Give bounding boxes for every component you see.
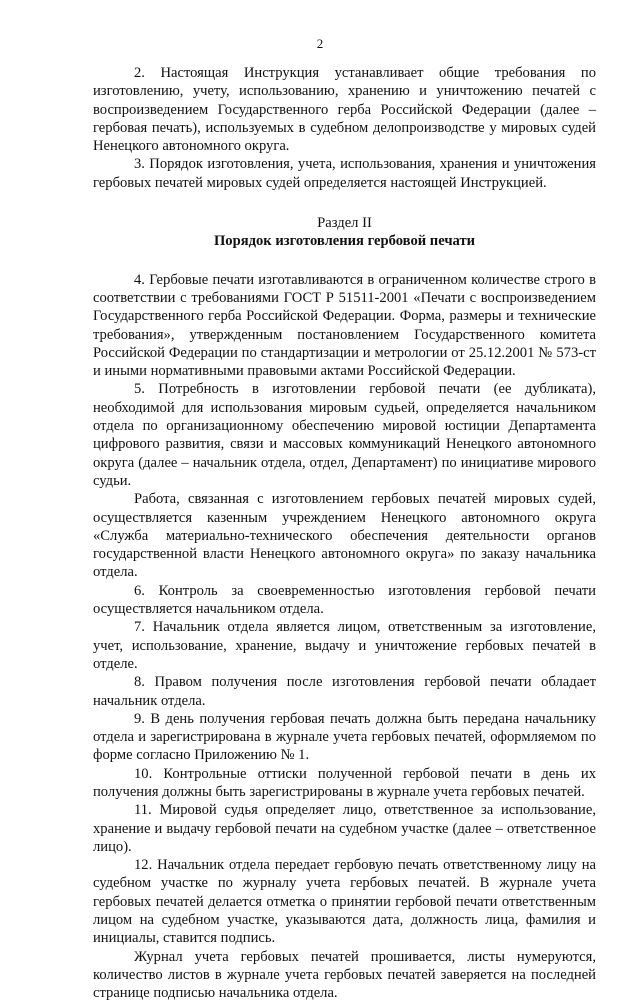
document-body — [93, 64, 596, 1003]
paragraph-11: 11. Мировой судья определяет лицо, ответственное за использование, хранение и выдачу гербовой печати на судебном участке (далее – ответственное лицо). — [93, 802, 596, 855]
paragraph-12: 12. Начальник отдела передает гербовую печать ответственному лицу на судебном участке по журналу учета гербовых печатей. В журнале учета гербовых печатей делается отметка о принятии гербовой печати ответственным лицом на судебном участке, указываются дата, должность лица, фамилия и инициалы, ставится подпись. — [93, 857, 596, 947]
paragraph-2: 2. Настоящая Инструкция устанавливает общие требования по изготовлению, учету, использованию, хранению и уничтожению печатей с воспроизведением Государственного герба Российской Федерации (далее – гербовая печать), используемых в судебном делопроизводстве у мировых судей Ненецкого автономного округа. — [93, 65, 596, 155]
paragraph-9: 9. В день получения гербовая печать должна быть передана начальнику отдела и зарегистрирована в журнале учета гербовых печатей, оформляемом по форме согласно Приложению № 1. — [93, 710, 596, 764]
paragraph-12-journal: Журнал учета гербовых печатей прошивается, листы нумеруются, количество листов в журнале учета гербовых печатей заверяется на последней странице подписью начальника отдела. — [93, 948, 596, 1002]
section-label: Раздел II — [317, 215, 372, 232]
paragraph-3: 3. Порядок изготовления, учета, использования, хранения и уничтожения гербовых печатей мировых судей определяется настоящей Инструкцией. — [93, 156, 596, 191]
paragraph-5-work: Работа, связанная с изготовлением гербовых печатей мировых судей, осуществляется казенным учреждением Ненецкого автономного округа «Служба материально-технического обеспечения деятельности органов государственной власти Ненецкого автономного округа» по заказу начальника отдела. — [93, 491, 596, 581]
paragraph-6: 6. Контроль за своевременностью изготовления гербовой печати осуществляется начальником отдела. — [93, 582, 596, 618]
section-title: Порядок изготовления гербовой печати — [213, 233, 476, 250]
paragraph-10: 10. Контрольные оттиски полученной гербовой печати в день их получения должны быть зарегистрированы в журнале учета гербовых печатей. — [93, 765, 596, 800]
paragraph-7: 7. Начальник отдела является лицом, ответственным за изготовление, учет, использование, хранение, выдачу и уничтожение гербовых печатей в отделе. — [93, 619, 596, 672]
paragraph-4: 4. Гербовые печати изготавливаются в ограниченном количестве строго в соответствии с требованиями ГОСТ Р 51511-2001 «Печати с воспроизведением Государственного герба Российской Федерации. Форма, размеры и технические требования», утвержденным постановлением Государственного комитета Российской Федерации по стандартизации и метрологии от 25.12.2001 № 573-ст и иными нормативными правовыми актами Российской Федерации. — [93, 271, 596, 380]
paragraph-5: 5. Потребность в изготовлении гербовой печати (ее дубликата), необходимой для использования мировым судьей, определяется начальником отдела по организационному обеспечению мировой юстиции Департамента цифрового развития, связи и массовых коммуникаций Ненецкого автономного округа (далее – начальник отдела, отдел, Департамент) по инициативе мирового судьи. — [93, 381, 596, 489]
page-number: 2 — [316, 36, 324, 51]
paragraph-8: 8. Правом получения после изготовления гербовой печати обладает начальник отдела. — [93, 674, 596, 709]
